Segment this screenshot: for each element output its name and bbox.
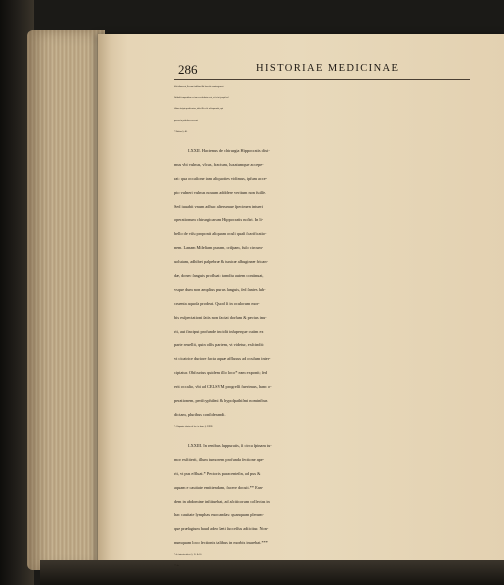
footnote-line: pueros in palæſtra exercent.: [174, 119, 199, 122]
text-line: rat: qua occaſione iam aliquoties vidimus, ipſum acce-: [174, 175, 268, 181]
text-line: uolutam, adhibet palpebræ & tunicæ albugineæ frican-: [174, 259, 268, 265]
page-body-text: [174, 82, 474, 572]
header-rule: [174, 79, 470, 80]
footnote-line: ſibi tribuerent, & cum ſordibus ſibi lucroſis coniungerent.: [174, 86, 224, 88]
text-line: perationem, periſcyphiſmi & hypoſpathiſmi nominibus: [174, 397, 268, 403]
text-line: dæ, donec ſanguis profluat: tamdiu autem continuat,: [174, 272, 264, 278]
text-line: nem. Lanam Mileſiam puram, criſpam, fuſo circum-: [174, 245, 264, 251]
text-line: pto vulneri vulnus nouum adddere veritum non fuiſſe.: [174, 189, 267, 195]
text-line: mor exſtiterit, illum tumorem profunda ſectione ape-: [174, 456, 265, 462]
page-number: 286: [178, 62, 198, 77]
text-line: hac cauitate lymphas euocandas: quanquam plerum-: [174, 512, 264, 518]
running-head: HISTORIAE MEDICINAE: [256, 63, 400, 74]
text-line: parte reuellit, quin oſſis partem, vt videtur, exſcindit:: [174, 342, 265, 348]
footnote-line: * de internis affect. §. 15. & 16.: [174, 554, 202, 557]
text-line: que præſagium haud adeo læti ſucceſſus adiicitur. Non-: [174, 526, 269, 532]
text-line: erit occaſio, vbi ad CELSVM progreſſi fuerimus, hanc o-: [174, 384, 272, 390]
text-line: dictam, pluribus conſiderandi.: [174, 411, 226, 417]
text-line: rit, aut ſinciput profunde incidit inſuperque cutim ex: [174, 328, 264, 334]
text-line: dem in abdomine inſtituebat, ad aſciticorum collectas in: [174, 498, 270, 504]
text-line: mus vbi vulnus, vlcus, fractum, luxatumque accepe-: [174, 161, 264, 167]
footnote-line: * Ibidem §. 48.: [174, 130, 188, 133]
text-line: bello de viſu proponit aliquam oculi quaſi ſcarificatio-: [174, 231, 267, 237]
text-line: LXXII. Hactenus de chirurgia Hippocratis dixi-: [188, 147, 270, 153]
text-line: cruenta aquoſa prodeat. Quod ſi in oculorum mor-: [174, 300, 260, 306]
text-line: operationum chirurgicarum Hippocratis noſtri. In li-: [174, 217, 264, 223]
footnote-line: * Aliquanto clarius de loc. in hom. §. XXIII.: [174, 425, 213, 428]
text-line: rit, vt pus effluat.* Pectoris paracenteſin, ad pus &: [174, 470, 261, 476]
text-line: vt cicatrice duriore facta aquæ affluxus ad oculum inter-: [174, 356, 271, 362]
page-stack-edges: [27, 30, 105, 570]
text-line: LXXIII. In renibus ſuppuratis, ſi circa ſpinam tu-: [188, 442, 272, 448]
text-line: cipiatur. Obſcurius quidem illo loco* eam exponit; ſed: [174, 370, 268, 376]
text-line: numquam loco ſectionis talibus in morbis inurebat.***: [174, 540, 268, 546]
footnote-line: ** de: [174, 565, 179, 568]
text-line: bis exſpectationi ſatis non faciat dorſum & pectus inu-: [174, 314, 267, 320]
text-line: vsque dum non amplius purus ſanguis, ſed ſanies ſub-: [174, 286, 266, 292]
text-line: aquam e cauitate emittendam, facere docuit.** Ean-: [174, 484, 264, 490]
footnote-line: filium ſcripta profiteretur, talia illis eſſe relinquenda, qui: [174, 108, 224, 111]
footnote-line: Oribaſii temporibus eo iam res deducta erat, vt is in ſynopſi ad: [174, 97, 229, 100]
text-line: Sed iuuabit vnum adhuc alterumue ſpecimen intueri: [174, 203, 264, 209]
